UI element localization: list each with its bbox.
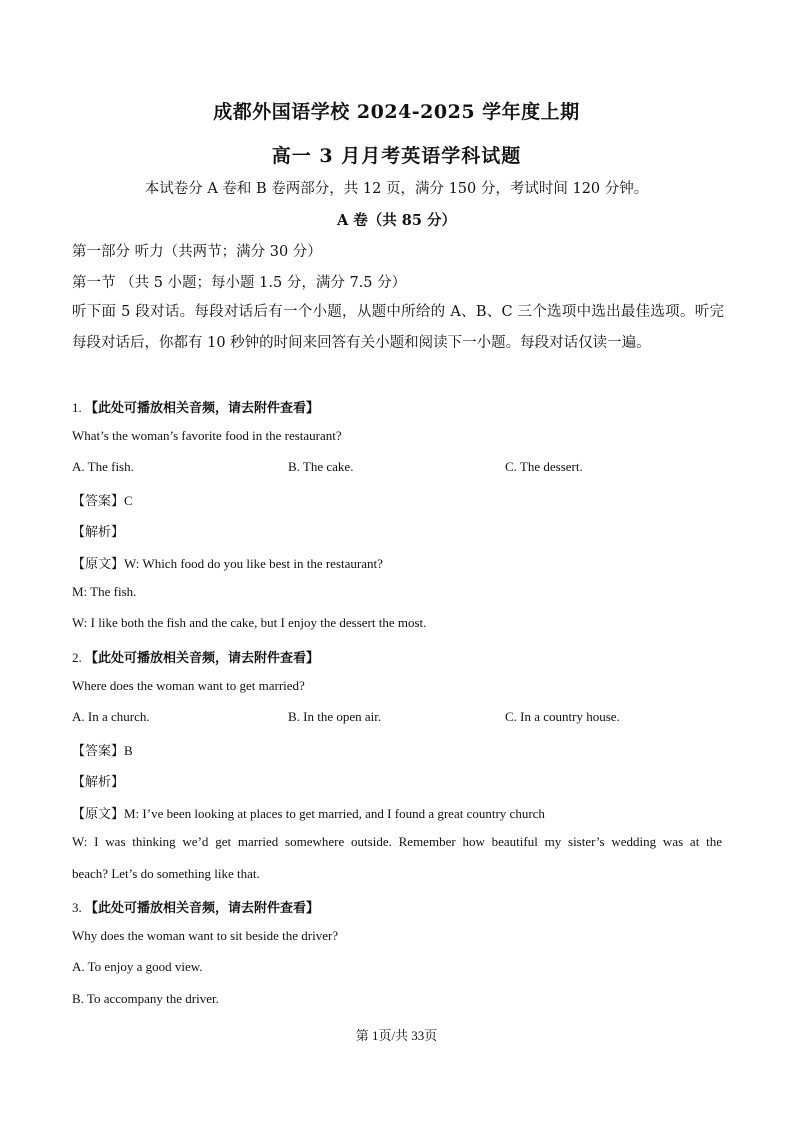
question-3-option-b: B. To accompany the driver. [72,991,219,1006]
question-2-transcript-line-1 [72,803,545,822]
analysis-label: 【解析】 [72,525,125,540]
question-1-analysis [72,521,124,540]
question-number: 2. [72,650,82,665]
question-number: 3. [72,900,82,915]
question-number: 1. [72,400,82,415]
answer-value: C [124,493,133,508]
section1-heading: 第一节 （共 5 小题；每小题 1.5 分，满分 7.5 分） [72,275,407,291]
transcript-text: W: Which food do you like best in the restaurant? [124,556,383,571]
question-2-transcript-line-3: beach? Let’s do something like that. [72,866,260,881]
answer-value: B [124,743,133,758]
question-1-header [72,397,319,416]
analysis-label: 【解析】 [72,775,125,790]
question-1-option-a: A. The fish. [72,459,134,474]
exam-title: 成都外国语学校 2024-2025 学年度上期 [213,101,580,123]
question-2-analysis [72,771,124,790]
transcript-label: 【原文】 [72,557,125,572]
question-1-text: What’s the woman’s favorite food in the restaurant? [72,428,342,443]
question-2-transcript-line-2: W: I was thinking we’d get married somewhere outside. Remember how beautiful my sister’s wedding was at the [72,834,722,849]
question-2-option-a: A. In a church. [72,709,150,724]
question-1-transcript-line-2: M: The fish. [72,584,137,599]
transcript-label: 【原文】 [72,807,125,822]
question-1-answer [72,490,133,509]
question-2-option-b: B. In the open air. [288,709,382,724]
answer-label: 【答案】 [72,494,125,509]
exam-intro: 本试卷分 A 卷和 B 卷两部分，共 12 页，满分 150 分，考试时间 120 分钟。 [144,181,649,197]
question-2-option-c: C. In a country house. [505,709,620,724]
listening-instructions: 听下面 5 段对话。每段对话后有一个小题，从题中所给的 A、B、C 三个选项中选出最佳选项。听完每段对话后，你都有 10 秒钟的时间来回答有关小题和阅读下一小题。每段对话仅读一遍。 [72,304,724,351]
audio-note: 【此处可播放相关音频，请去附件查看】 [85,401,320,416]
part1-heading: 第一部分 听力（共两节；满分 30 分） [72,244,322,260]
transcript-text: M: I’ve been looking at places to get married, and I found a great country church [124,806,545,821]
question-3-header [72,897,319,916]
section-a-heading: A 卷（共 85 分） [336,212,457,229]
question-2-answer [72,740,133,759]
question-2-text: Where does the woman want to get married? [72,678,305,693]
exam-subtitle: 高一 3 月月考英语学科试题 [271,145,522,167]
question-1-option-c: C. The dessert. [505,459,583,474]
question-2-header [72,647,319,666]
question-3-text: Why does the woman want to sit beside the driver? [72,928,339,943]
page-footer: 第 1页/共 33页 [355,1028,438,1043]
question-1-transcript-line-3: W: I like both the fish and the cake, but I enjoy the dessert the most. [72,615,427,630]
question-1-option-b: B. The cake. [288,459,354,474]
audio-note: 【此处可播放相关音频，请去附件查看】 [85,901,320,916]
question-3-option-a: A. To enjoy a good view. [72,959,203,974]
answer-label: 【答案】 [72,744,125,759]
audio-note: 【此处可播放相关音频，请去附件查看】 [85,651,320,666]
question-1-transcript-line-1 [72,553,383,572]
